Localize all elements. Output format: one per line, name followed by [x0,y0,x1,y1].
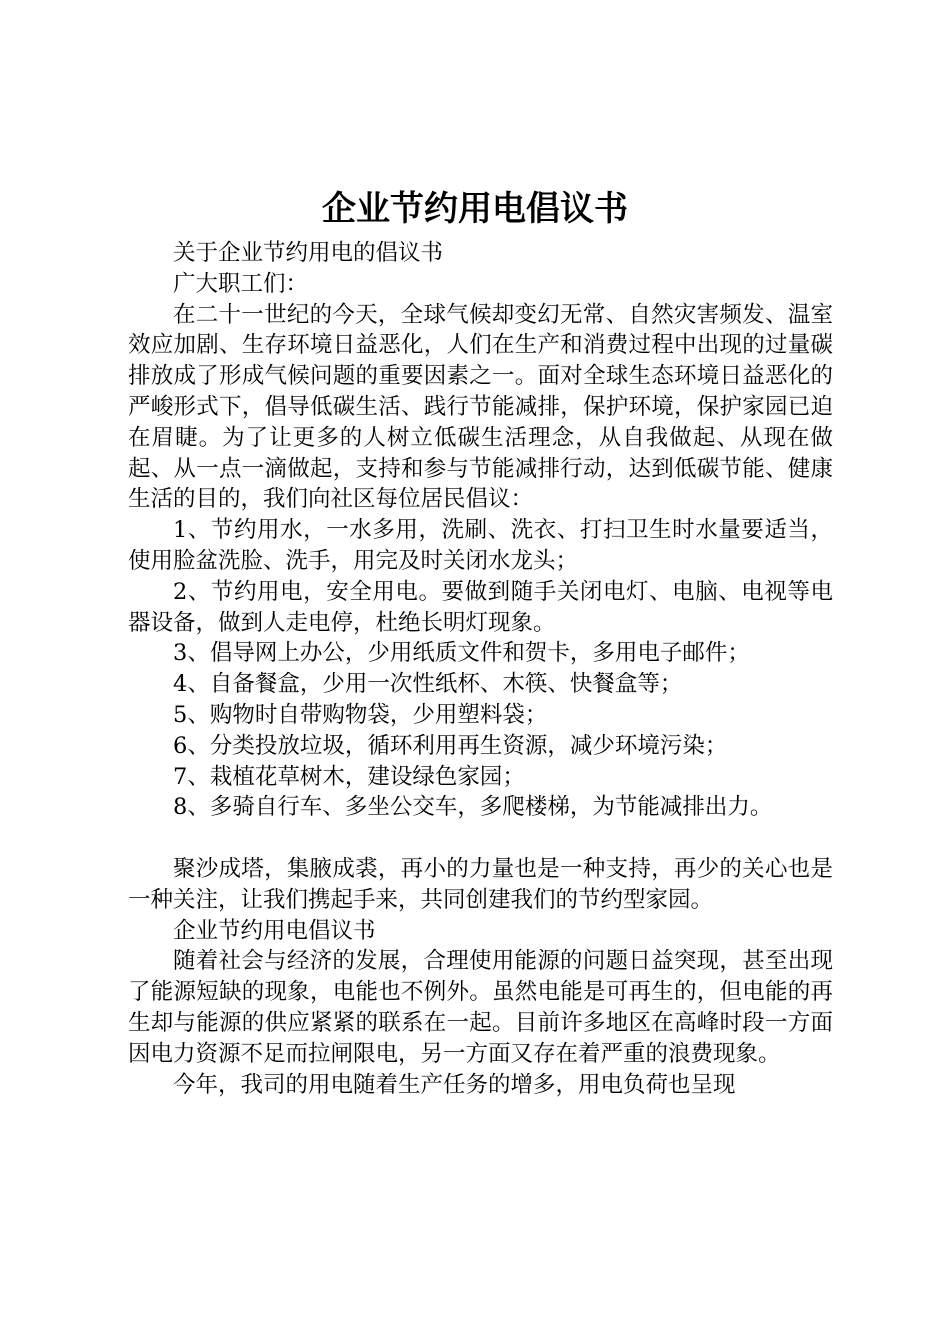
document-title: 企业节约用电倡议书 [322,189,628,229]
list-item-3: 3、倡导网上办公，少用纸质文件和贺卡，多用电子邮件； [173,640,750,667]
salutation-paragraph: 广大职工们： [173,270,309,297]
background-paragraph: 随着社会与经济的发展，合理使用能源的问题日益突现，甚至出现了能源短缺的现象，电能也不例外。虽然电能是可再生的，但电能的再生却与能源的供应紧紧的联系在一起。目前许多地区在高峰时段一方面因电力资源不足而拉闸限电，另一方面又存在着严重的浪费现象。 [128,948,833,1067]
closing-paragraph: 聚沙成塔，集腋成裘，再小的力量也是一种支持，再少的关心也是一种关注，让我们携起手来，共同创建我们的节约型家园。 [128,855,833,913]
list-item-2: 2、节约用电，安全用电。要做到随手关闭电灯、电脑、电视等电器设备，做到人走电停，杜绝长明灯现象。 [128,578,833,636]
subtitle-paragraph: 关于企业节约用电的倡议书 [173,240,444,266]
intro-paragraph: 在二十一世纪的今天，全球气候却变幻无常、自然灾害频发、温室效应加剧、生存环境日益恶化，人们在生产和消费过程中出现的过量碳排放成了形成气候问题的重要因素之一。面对全球生态环境日益恶化的严峻形式下，倡导低碳生活、践行节能减排，保护环境，保护家园已迫在眉睫。为了让更多的人树立低碳生活理念，从自我做起、从现在做起、从一点一滴做起，支持和参与节能减排行动，达到低碳节能、健康生活的目的，我们向社区每位居民倡议： [128,301,833,513]
current-year-paragraph: 今年，我司的用电随着生产任务的增多，用电负荷也呈现 [173,1071,736,1098]
document-body [128,238,833,1100]
list-item-6: 6、分类投放垃圾，循环利用再生资源，减少环境污染； [173,732,728,759]
list-item-5: 5、购物时自带购物袋，少用塑料袋； [173,701,548,728]
list-item-7: 7、栽植花草树木，建设绿色家园； [173,763,525,790]
blank-line [128,823,833,854]
list-item-4: 4、自备餐盒，少用一次性纸杯、木筷、快餐盒等； [173,671,683,698]
list-item-1: 1、节约用水，一水多用，洗刷、洗衣、打扫卫生时水量要适当，使用脸盆洗脸、洗手，用完及时关闭水龙头； [128,517,833,574]
second-heading-paragraph: 企业节约用电倡议书 [173,917,376,944]
list-item-8: 8、多骑自行车、多坐公交车，多爬楼梯，为节能减排出力。 [173,794,773,821]
